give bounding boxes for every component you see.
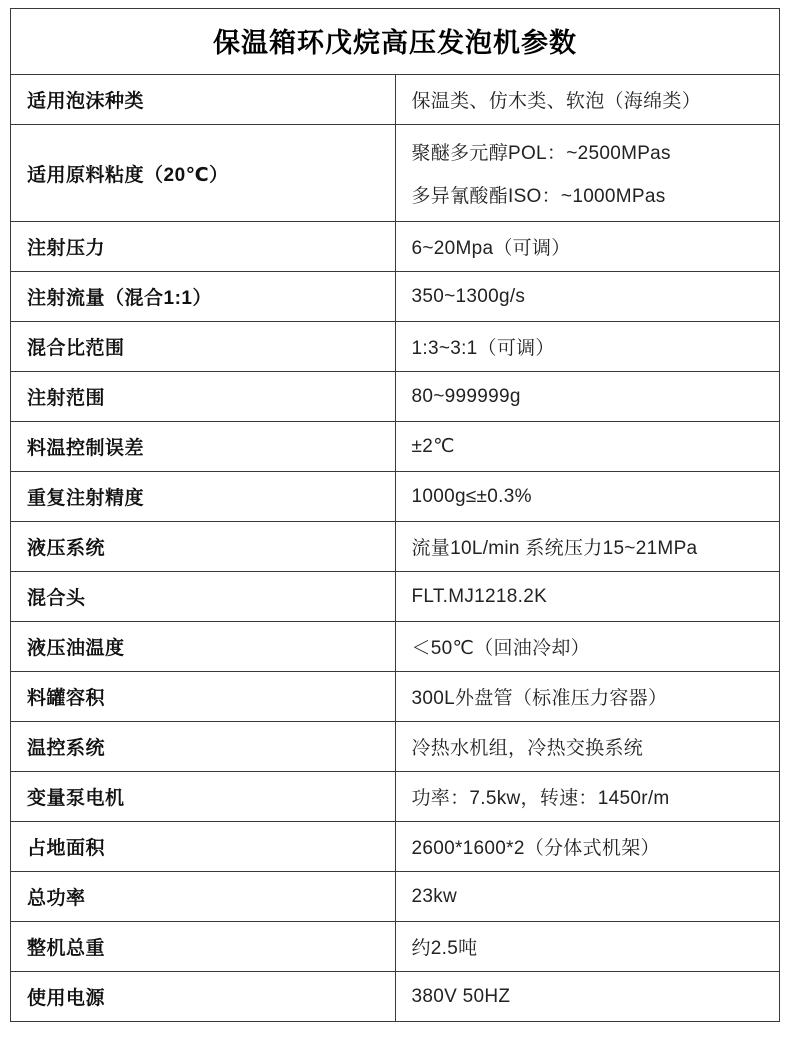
table-row bbox=[11, 272, 780, 322]
spec-value bbox=[395, 222, 780, 272]
spec-value-line: 聚醚多元醇POL：~2500MPas bbox=[411, 143, 671, 164]
table-row bbox=[11, 372, 780, 422]
spec-sheet-page bbox=[0, 8, 790, 1048]
spec-value bbox=[395, 572, 780, 622]
spec-value-line: 约2.5吨 bbox=[411, 938, 478, 959]
table-row bbox=[11, 422, 780, 472]
table-row bbox=[11, 772, 780, 822]
table-row bbox=[11, 922, 780, 972]
spec-value bbox=[395, 522, 780, 572]
spec-value-line: FLT.MJ1218.2K bbox=[411, 585, 548, 607]
spec-value bbox=[395, 772, 780, 822]
spec-value-line: 冷热水机组，冷热交换系统 bbox=[411, 738, 644, 759]
specification-table-body bbox=[11, 9, 780, 1022]
spec-value-line: 1000g≤±0.3% bbox=[411, 485, 532, 507]
spec-value bbox=[395, 272, 780, 322]
spec-label: 料温控制误差 bbox=[11, 422, 396, 472]
spec-label: 注射压力 bbox=[11, 222, 396, 272]
spec-value bbox=[395, 622, 780, 672]
spec-label: 变量泵电机 bbox=[11, 772, 396, 822]
spec-label: 适用原料粘度（20℃） bbox=[11, 125, 396, 222]
page-title: 保温箱环戊烷高压发泡机参数 bbox=[11, 9, 780, 75]
spec-label: 混合头 bbox=[11, 572, 396, 622]
spec-value-line: 保温类、仿木类、软泡（海绵类） bbox=[411, 91, 702, 112]
spec-value bbox=[395, 472, 780, 522]
table-row bbox=[11, 722, 780, 772]
spec-value-line: 多异氰酸酯ISO：~1000MPas bbox=[411, 186, 666, 207]
table-row bbox=[11, 472, 780, 522]
table-row bbox=[11, 872, 780, 922]
table-row bbox=[11, 822, 780, 872]
spec-label: 混合比范围 bbox=[11, 322, 396, 372]
spec-value-line: 流量10L/min 系统压力15~21MPa bbox=[411, 538, 698, 559]
spec-label: 占地面积 bbox=[11, 822, 396, 872]
spec-value bbox=[395, 125, 780, 222]
spec-value-line: 80~999999g bbox=[411, 385, 521, 407]
spec-value-line: 2600*1600*2（分体式机架） bbox=[411, 838, 660, 859]
spec-value bbox=[395, 422, 780, 472]
spec-label: 注射范围 bbox=[11, 372, 396, 422]
spec-value bbox=[395, 822, 780, 872]
spec-value-line: 380V 50HZ bbox=[411, 985, 511, 1007]
spec-value bbox=[395, 972, 780, 1022]
spec-label: 温控系统 bbox=[11, 722, 396, 772]
table-row bbox=[11, 972, 780, 1022]
spec-value bbox=[395, 922, 780, 972]
table-row bbox=[11, 125, 780, 222]
spec-label: 注射流量（混合1:1） bbox=[11, 272, 396, 322]
spec-label: 总功率 bbox=[11, 872, 396, 922]
table-row bbox=[11, 222, 780, 272]
spec-label: 液压系统 bbox=[11, 522, 396, 572]
spec-value bbox=[395, 872, 780, 922]
table-row bbox=[11, 322, 780, 372]
spec-value bbox=[395, 322, 780, 372]
spec-label: 液压油温度 bbox=[11, 622, 396, 672]
table-row bbox=[11, 622, 780, 672]
table-row bbox=[11, 572, 780, 622]
spec-label: 料罐容积 bbox=[11, 672, 396, 722]
table-row bbox=[11, 75, 780, 125]
spec-value bbox=[395, 75, 780, 125]
specification-table bbox=[10, 8, 780, 1022]
spec-value-line: 6~20Mpa（可调） bbox=[411, 238, 571, 259]
spec-value-line: ＜50℃（回油冷却） bbox=[411, 638, 590, 659]
spec-value bbox=[395, 722, 780, 772]
table-row bbox=[11, 672, 780, 722]
spec-value-line: 1:3~3:1（可调） bbox=[411, 338, 555, 359]
spec-value-line: 功率：7.5kw，转速：1450r/m bbox=[411, 788, 670, 809]
table-title-row bbox=[11, 9, 780, 75]
spec-value-line: 350~1300g/s bbox=[411, 285, 526, 307]
spec-value-line: 23kw bbox=[411, 885, 458, 907]
spec-value bbox=[395, 372, 780, 422]
spec-label: 适用泡沫种类 bbox=[11, 75, 396, 125]
spec-value-line: 300L外盘管（标准压力容器） bbox=[411, 688, 668, 709]
spec-label: 使用电源 bbox=[11, 972, 396, 1022]
spec-value-line: ±2℃ bbox=[411, 436, 455, 457]
spec-label: 重复注射精度 bbox=[11, 472, 396, 522]
spec-value bbox=[395, 672, 780, 722]
table-row bbox=[11, 522, 780, 572]
spec-label: 整机总重 bbox=[11, 922, 396, 972]
